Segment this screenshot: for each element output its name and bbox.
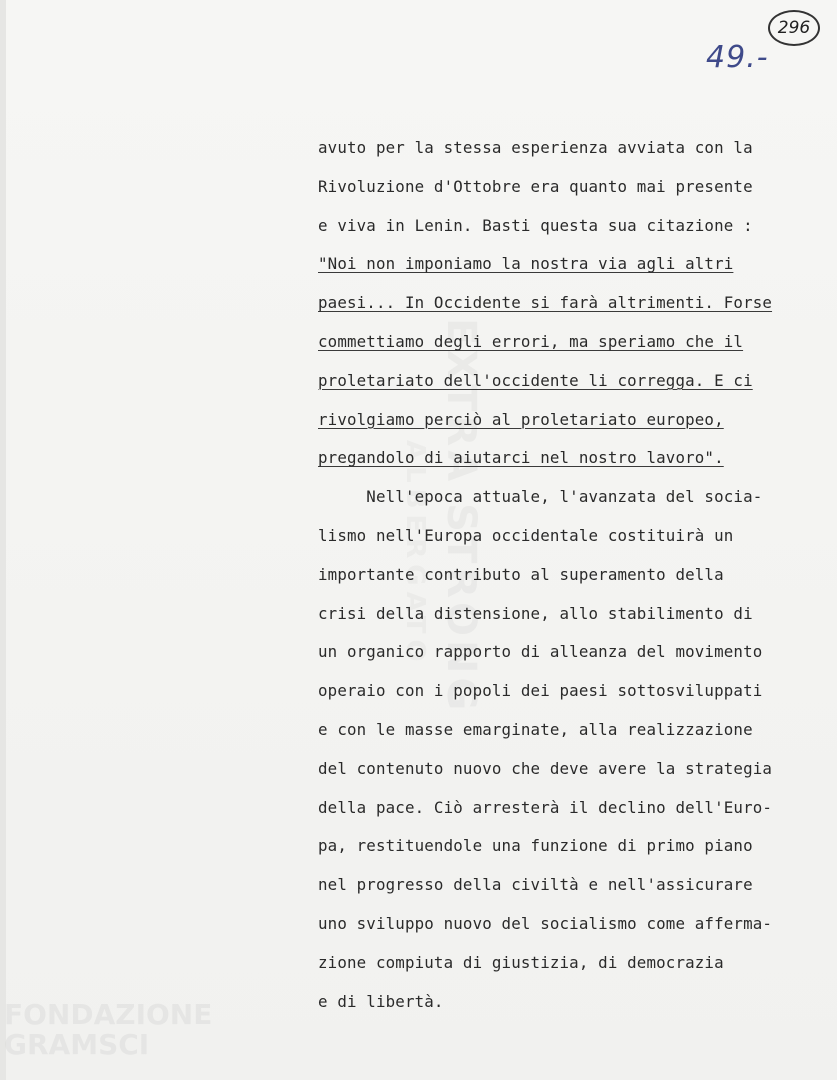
text-line: uno sviluppo nuovo del socialismo come afferma- bbox=[318, 913, 773, 933]
quote-line: rivolgiamo perciò al proletariato europeo, bbox=[318, 409, 724, 429]
text-line: un organico rapporto di alleanza del movimento bbox=[318, 642, 763, 662]
text-line: zione compiuta di giustizia, di democrazia bbox=[318, 952, 724, 972]
logo-line: FONDAZIONE bbox=[4, 998, 213, 1031]
circled-archive-number: 296 bbox=[768, 10, 820, 46]
text-line: crisi della distensione, allo stabilimento di bbox=[318, 603, 753, 623]
logo-line: GRAMSCI bbox=[4, 1028, 150, 1061]
text-line: lismo nell'Europa occidentale costituirà un bbox=[318, 525, 734, 545]
text-line: Rivoluzione d'Ottobre era quanto mai presente bbox=[318, 176, 753, 196]
archive-logo bbox=[4, 1000, 212, 1060]
text-line: Nell'epoca attuale, l'avanzata del socia- bbox=[318, 487, 763, 507]
text-line: e di libertà. bbox=[318, 991, 444, 1011]
quote-line: proletariato dell'occidente li corregga. E ci bbox=[318, 370, 753, 390]
quote-line: paesi... In Occidente si farà altrimenti. Forse bbox=[318, 293, 773, 313]
page-edge bbox=[0, 0, 6, 1080]
typed-text-block bbox=[318, 136, 772, 1028]
text-line: avuto per la stessa esperienza avviata con la bbox=[318, 138, 753, 157]
text-line: del contenuto nuovo che deve avere la strategia bbox=[318, 758, 773, 778]
quote-line: pregandolo di aiutarci nel nostro lavoro". bbox=[318, 448, 724, 468]
text-line: operaio con i popoli dei paesi sottosviluppati bbox=[318, 681, 763, 701]
watermark-secondary: ALBERGATO bbox=[400, 440, 430, 668]
text-line: nel progresso della civiltà e nell'assicurare bbox=[318, 875, 753, 895]
quote-line: "Noi non imponiamo la nostra via agli altri bbox=[318, 254, 734, 274]
text-line: e con le masse emarginate, alla realizzazione bbox=[318, 719, 753, 739]
text-line: importante contributo al superamento della bbox=[318, 564, 724, 584]
text-line: pa, restituendole una funzione di primo piano bbox=[318, 836, 753, 856]
handwritten-page-number: 49.- bbox=[706, 40, 769, 75]
text-line: della pace. Ciò arresterà il declino dell'Euro- bbox=[318, 797, 773, 817]
watermark: EXTRA STRONG bbox=[438, 318, 484, 715]
text-line: e viva in Lenin. Basti questa sua citazione : bbox=[318, 215, 753, 235]
quote-line: commettiamo degli errori, ma speriamo che il bbox=[318, 331, 744, 351]
